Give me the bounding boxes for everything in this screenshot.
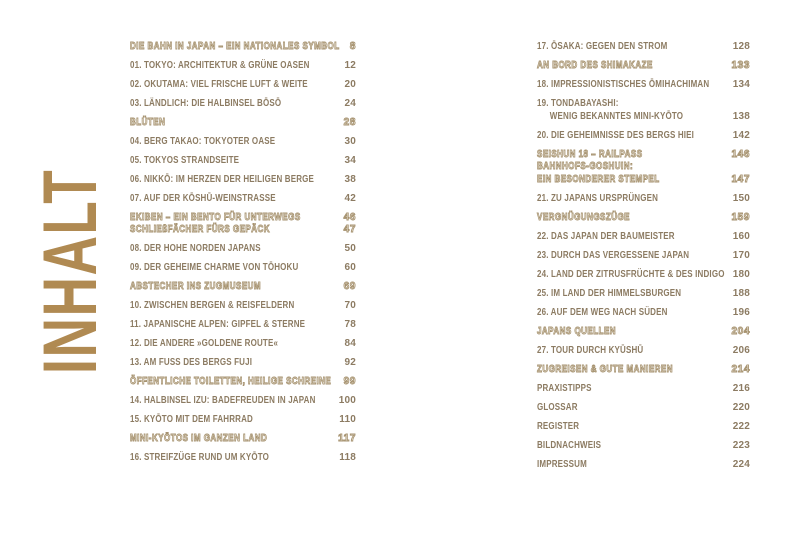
toc-entry-page-number: 188 — [732, 288, 750, 299]
toc-entry-label-line: 20. DIE GEHEIMNISSE DES BERGS HIEI — [537, 130, 695, 141]
toc-entry — [130, 193, 356, 204]
toc-entry — [130, 117, 356, 128]
toc-entry — [537, 269, 750, 280]
page-title: INHALT — [28, 169, 113, 375]
toc-entry-label — [130, 281, 261, 292]
toc-entry-label-line: 14. HALBINSEL IZU: BADEFREUDEN IN JAPAN — [130, 395, 316, 406]
toc-entry-page-number: 92 — [344, 357, 356, 368]
toc-entry — [537, 345, 750, 356]
toc-entry — [130, 433, 356, 444]
toc-entry-label — [130, 452, 269, 463]
toc-entry-label — [130, 98, 281, 109]
toc-entry — [537, 402, 750, 413]
toc-entry-label-line: 25. IM LAND DER HIMMELSBURGEN — [537, 288, 682, 299]
toc-entry-page-number: 142 — [732, 130, 750, 141]
toc-entry — [130, 41, 356, 52]
toc-column-right — [537, 41, 750, 478]
toc-entry-page-number: 196 — [732, 307, 750, 318]
toc-entry-label — [537, 149, 643, 160]
toc-entry-label-line: 09. DER GEHEIME CHARME VON TŌHOKU — [130, 262, 299, 273]
toc-entry — [537, 130, 750, 141]
toc-entry-label-line: 26. AUF DEM WEG NACH SÜDEN — [537, 307, 668, 318]
toc-entry-label-line: 13. AM FUSS DES BERGS FUJI — [130, 357, 253, 368]
toc-entry-label — [130, 155, 239, 166]
toc-entry-label-line: BILDNACHWEIS — [537, 440, 602, 451]
toc-entry — [130, 243, 356, 254]
toc-entry-label-line: SEISHUN 18 – RAILPASS — [537, 149, 643, 160]
toc-entry-label-line: MINI-KYŌTOS IM GANZEN LAND — [130, 433, 268, 444]
toc-entry-label — [537, 269, 725, 280]
toc-entry-label-line: DIE BAHN IN JAPAN – EIN NATIONALES SYMBOL — [130, 41, 340, 52]
toc-entry-label — [130, 79, 308, 90]
toc-entry-page-number: 69 — [343, 281, 356, 292]
toc-entry-label — [130, 193, 276, 204]
toc-entry-page-number: 50 — [344, 243, 356, 254]
toc-entry-page-number: 138 — [732, 111, 750, 122]
toc-entry — [537, 288, 750, 299]
toc-entry-page-number: 128 — [732, 41, 750, 52]
toc-entry-label-line: ZUGREISEN & GUTE MANIEREN — [537, 364, 674, 375]
toc-entry-label-line: ABSTECHER INS ZUGMUSEUM — [130, 281, 262, 292]
toc-entry-label-line: 19. TONDABAYASHI: — [537, 98, 619, 109]
toc-entry-page-number: 118 — [339, 452, 356, 463]
toc-entry-page-number: 147 — [731, 174, 750, 185]
toc-entry-page-number: 204 — [731, 326, 750, 337]
toc-entry-label — [130, 117, 165, 128]
toc-entry-page-number: 70 — [344, 300, 356, 311]
toc-entry-label — [537, 402, 578, 413]
toc-entry-label-line: 24. LAND DER ZITRUSFRÜCHTE & DES INDIGO — [537, 269, 725, 280]
toc-entry-label — [130, 357, 252, 368]
toc-entry-page-number: 24 — [344, 98, 356, 109]
toc-entry — [537, 193, 750, 204]
toc-entry-label — [537, 307, 668, 318]
toc-entry-label-line: 23. DURCH DAS VERGESSENE JAPAN — [537, 250, 690, 261]
toc-entry-page-number: 117 — [338, 433, 356, 444]
toc-entry-label — [537, 41, 667, 52]
toc-entry — [537, 161, 750, 185]
toc-entry-label-line: REGISTER — [537, 421, 580, 432]
toc-entry-label — [130, 224, 270, 235]
toc-entry-page-number: 99 — [343, 376, 356, 387]
toc-entry-label-line: GLOSSAR — [537, 402, 578, 413]
toc-entry-label-line: AN BORD DES SHIMAKAZE — [537, 60, 653, 71]
toc-entry-label-line: 15. KYŌTO MIT DEM FAHRRAD — [130, 414, 253, 425]
toc-entry-label — [130, 433, 267, 444]
toc-entry-label-line: 06. NIKKŌ: IM HERZEN DER HEILIGEN BERGE — [130, 174, 315, 185]
toc-entry — [130, 357, 356, 368]
toc-entry-page-number: 134 — [732, 79, 750, 90]
toc-entry — [130, 98, 356, 109]
toc-entry-label — [130, 262, 298, 273]
toc-entry-label-line: 07. AUF DER KŌSHŪ-WEINSTRASSE — [130, 193, 276, 204]
toc-entry-label — [537, 326, 616, 337]
toc-entry-page-number: 20 — [344, 79, 356, 90]
toc-entry-label-line: EKIBEN – EIN BENTO FÜR UNTERWEGS — [130, 212, 301, 223]
toc-entry-label-line: 03. LÄNDLICH: DIE HALBINSEL BŌSŌ — [130, 98, 282, 109]
toc-entry-label-line: 08. DER HOHE NORDEN JAPANS — [130, 243, 261, 254]
toc-entry — [130, 136, 356, 147]
toc-entry-label-line: 27. TOUR DURCH KYŪSHŪ — [537, 345, 644, 356]
toc-entry-page-number: 46 — [343, 212, 356, 223]
toc-entry-label — [537, 193, 658, 204]
toc-entry — [130, 300, 356, 311]
toc-entry — [130, 338, 356, 349]
toc-entry-label-line: 18. IMPRESSIONISTISCHES ŌMIHACHIMAN — [537, 79, 710, 90]
toc-entry-page-number: 42 — [344, 193, 356, 204]
toc-entry — [130, 395, 356, 406]
toc-entry-label-line: 10. ZWISCHEN BERGEN & REISFELDERN — [130, 300, 295, 311]
toc-entry-page-number: 12 — [344, 60, 356, 71]
toc-entry-label-line: BAHNHOFS-GOSHUIN: — [537, 161, 634, 172]
toc-entry-page-number: 38 — [344, 174, 356, 185]
toc-column-left — [130, 41, 356, 471]
toc-entry-page-number: 159 — [731, 212, 750, 223]
toc-entry-label-line: 12. DIE ANDERE »GOLDENE ROUTE« — [130, 338, 279, 349]
toc-entry-page-number: 220 — [732, 402, 750, 413]
toc-entry — [130, 174, 356, 185]
toc-entry — [537, 98, 750, 122]
toc-entry-label — [537, 212, 630, 223]
toc-entry-label — [130, 212, 301, 223]
toc-entry-page-number: 30 — [344, 136, 356, 147]
toc-entry-label-line: 11. JAPANISCHE ALPEN: GIPFEL & STERNE — [130, 319, 306, 330]
toc-entry-page-number: 150 — [732, 193, 750, 204]
toc-entry-label-line: SCHLIEßFÄCHER FÜRS GEPÄCK — [130, 224, 271, 235]
contents-title-rotated — [28, 112, 113, 432]
toc-entry-page-number: 206 — [732, 345, 750, 356]
toc-entry-page-number: 224 — [732, 459, 750, 470]
toc-entry — [537, 364, 750, 375]
toc-entry — [130, 79, 356, 90]
toc-entry-label-line: IMPRESSUM — [537, 459, 587, 470]
toc-entry-page-number: 28 — [343, 117, 356, 128]
toc-entry-page-number: 160 — [732, 231, 750, 242]
toc-entry-label — [537, 345, 643, 356]
toc-entry-label — [537, 231, 675, 242]
toc-entry-label — [537, 383, 592, 394]
toc-entry-page-number: 133 — [731, 60, 750, 71]
toc-entry-label-line: BLÜTEN — [130, 117, 166, 128]
toc-entry-label-line: 02. OKUTAMA: VIEL FRISCHE LUFT & WEITE — [130, 79, 308, 90]
toc-entry-label-line: WENIG BEKANNTES MINI-KYŌTO — [549, 111, 684, 122]
toc-entry-label-line: 01. TOKYO: ARCHITEKTUR & GRÜNE OASEN — [130, 60, 310, 71]
toc-entry-label — [537, 98, 683, 122]
toc-entry — [130, 281, 356, 292]
toc-entry-label — [537, 161, 660, 185]
toc-entry-label — [537, 130, 694, 141]
toc-entry — [130, 155, 356, 166]
toc-entry — [537, 421, 750, 432]
toc-entry — [537, 212, 750, 223]
toc-entry-page-number: 47 — [343, 224, 356, 235]
toc-entry — [537, 383, 750, 394]
toc-entry-page-number: 110 — [339, 414, 356, 425]
toc-entry-label-line: ÖFFENTLICHE TOILETTEN, HEILIGE SCHREINE — [130, 376, 332, 387]
toc-entry — [537, 41, 750, 52]
toc-entry — [537, 231, 750, 242]
toc-entry-label-line: 04. BERG TAKAO: TOKYOTER OASE — [130, 136, 276, 147]
toc-entry-label — [130, 319, 305, 330]
toc-entry-label-line: JAPANS QUELLEN — [537, 326, 617, 337]
toc-entry-label-line: EIN BESONDERER STEMPEL — [537, 174, 660, 185]
toc-entry — [130, 262, 356, 273]
toc-entry-page-number: 216 — [732, 383, 750, 394]
toc-entry-label-line: 22. DAS JAPAN DER BAUMEISTER — [537, 231, 675, 242]
toc-entry — [537, 149, 750, 160]
toc-entry-page-number: 170 — [732, 250, 750, 261]
toc-entry-label — [537, 440, 601, 451]
toc-entry-label — [537, 459, 587, 470]
toc-entry-page-number: 84 — [344, 338, 356, 349]
toc-entry-label — [537, 364, 673, 375]
toc-entry-label-line: VERGNÜGUNGSZÜGE — [537, 212, 630, 223]
toc-entry-label — [130, 414, 253, 425]
toc-entry-label — [537, 79, 709, 90]
toc-entry-page-number: 60 — [344, 262, 356, 273]
toc-entry-page-number: 100 — [338, 395, 356, 406]
toc-entry-label-line: 21. ZU JAPANS URSPRÜNGEN — [537, 193, 659, 204]
toc-entry-label — [130, 338, 278, 349]
toc-entry-label — [130, 174, 314, 185]
toc-entry — [537, 307, 750, 318]
toc-entry-label-line: 17. ŌSAKA: GEGEN DEN STROM — [537, 41, 668, 52]
toc-entry-page-number: 146 — [731, 149, 750, 160]
toc-entry — [130, 212, 356, 223]
toc-entry — [537, 79, 750, 90]
toc-entry — [537, 440, 750, 451]
toc-entry-label-line: 16. STREIFZÜGE RUND UM KYŌTO — [130, 452, 270, 463]
toc-entry-label — [130, 243, 261, 254]
toc-entry — [130, 452, 356, 463]
toc-entry-page-number: 180 — [732, 269, 750, 280]
toc-entry-page-number: 8 — [349, 41, 356, 52]
toc-entry — [537, 250, 750, 261]
toc-entry-page-number: 214 — [731, 364, 750, 375]
toc-entry-label — [537, 288, 681, 299]
toc-entry — [130, 60, 356, 71]
toc-entry-label — [130, 136, 275, 147]
toc-entry — [130, 224, 356, 235]
toc-entry — [537, 459, 750, 470]
toc-entry — [537, 326, 750, 337]
toc-entry-label — [130, 300, 294, 311]
toc-entry-label — [537, 421, 579, 432]
toc-entry — [130, 319, 356, 330]
toc-entry-page-number: 223 — [732, 440, 750, 451]
toc-entry-page-number: 34 — [344, 155, 356, 166]
toc-entry-label — [537, 60, 653, 71]
toc-entry-label — [130, 41, 340, 52]
toc-entry — [130, 376, 356, 387]
toc-entry-label-line: 05. TOKYOS STRANDSEITE — [130, 155, 240, 166]
toc-entry-label — [537, 250, 689, 261]
toc-entry-label — [130, 60, 310, 71]
toc-entry-page-number: 78 — [344, 319, 356, 330]
toc-entry-label — [130, 395, 316, 406]
toc-entry-page-number: 222 — [732, 421, 750, 432]
toc-entry-label-line: PRAXISTIPPS — [537, 383, 592, 394]
toc-entry — [537, 60, 750, 71]
toc-entry-label — [130, 376, 331, 387]
toc-entry — [130, 414, 356, 425]
